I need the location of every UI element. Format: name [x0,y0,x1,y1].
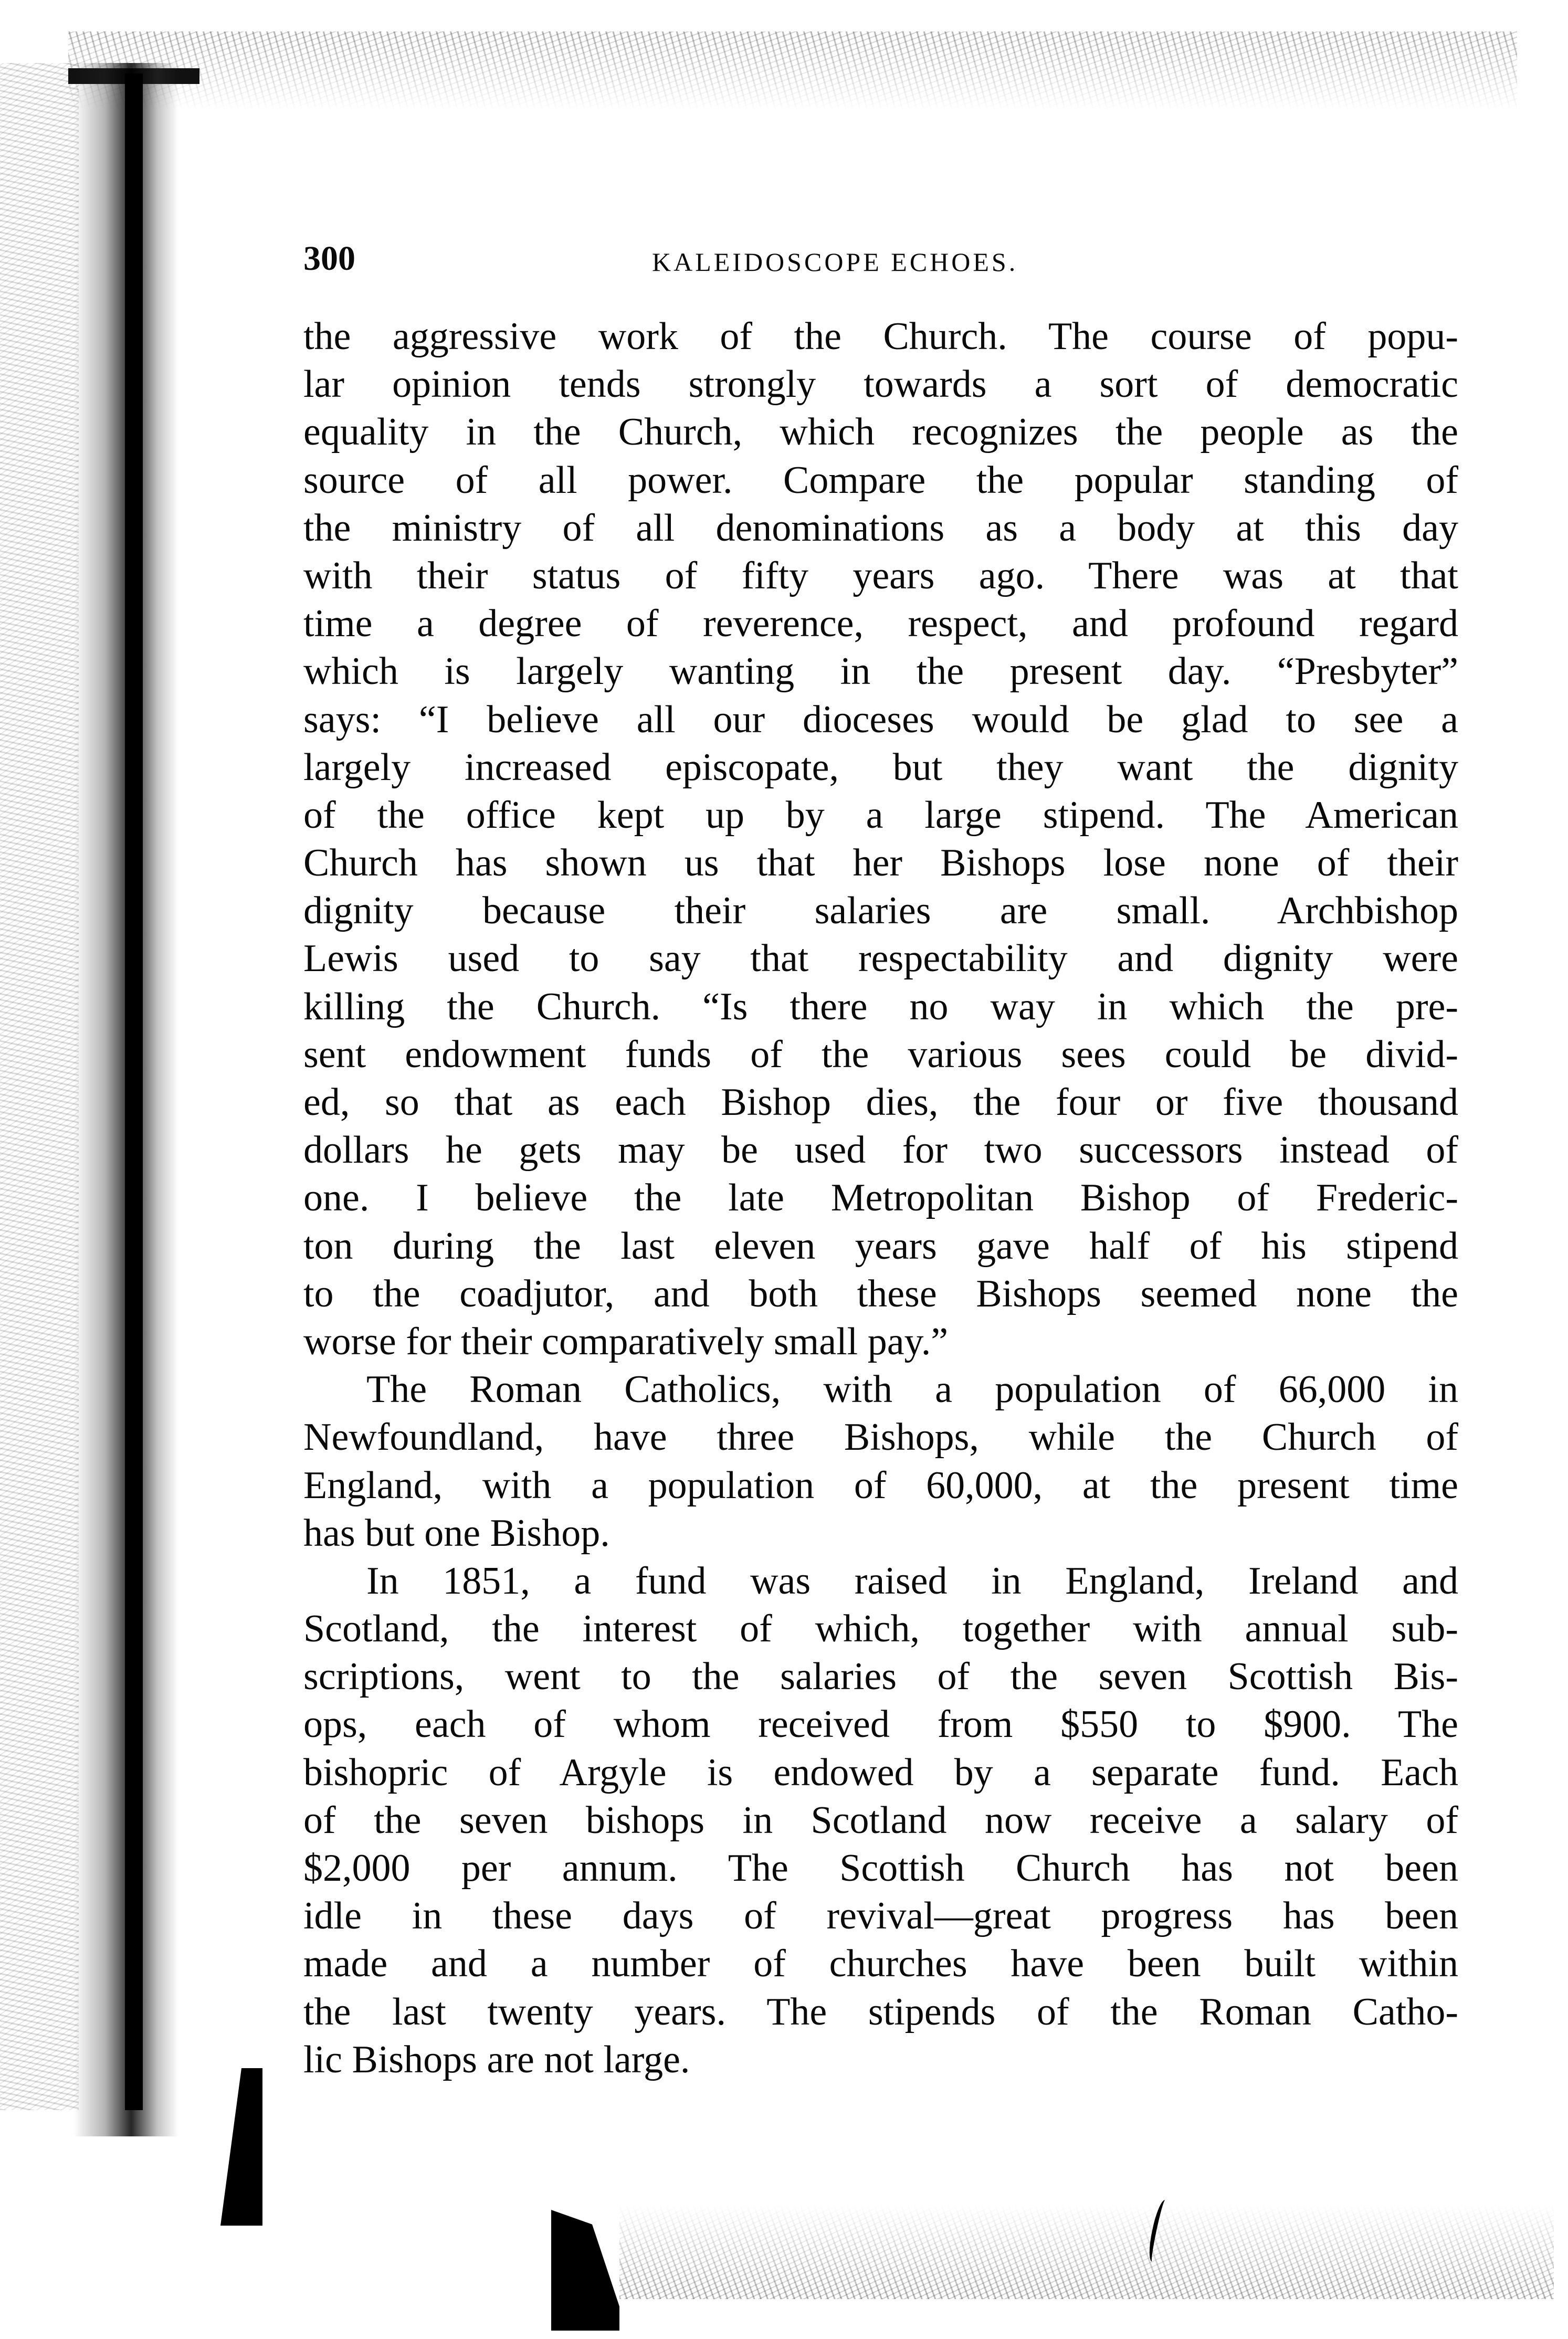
text-line: dollars he gets may be used for two successors instead of [303,1129,1458,1172]
text-line: the last twenty years. The stipends of the Roman Catho- [303,1990,1458,2034]
text-line: source of all power. Compare the popular standing of [303,458,1458,502]
text-line: bishopric of Argyle is endowed by a separate fund. Each [303,1751,1458,1794]
text-line: Newfoundland, have three Bishops, while the Church of [303,1416,1458,1459]
text-line: of the seven bishops in Scotland now receive a salary of [303,1798,1458,1842]
text-line: sent endowment funds of the various sees could be divid- [303,1032,1458,1076]
text-line: ton during the last eleven years gave half of his stipend [303,1224,1458,1268]
scan-noise-top [68,31,1517,110]
text-line: equality in the Church, which recognizes the people as the [303,410,1458,454]
page-number: 300 [303,239,355,278]
text-line: says: “I believe all our dioceses would be glad to see a [303,698,1458,741]
text-line: worse for their comparatively small pay.” [303,1320,949,1363]
text-line: Lewis used to say that respectability and dignity were [303,937,1458,981]
text-line: Church has shown us that her Bishops lose none of their [303,841,1458,885]
scan-mark-bottom-left [220,2068,262,2226]
text-line: scriptions, went to the salaries of the seven Scottish Bis- [303,1655,1458,1699]
text-line: ops, each of whom received from $550 to $900. The [303,1703,1458,1746]
text-line: which is largely wanting in the present day. “Presbyter” [303,650,1458,693]
text-line: of the office kept up by a large stipend. The American [303,793,1458,837]
body-text [303,313,1458,2084]
scan-noise-left [0,63,79,2110]
binding-edge [125,73,143,2110]
text-line: has but one Bishop. [303,1511,610,1555]
text-line: the aggressive work of the Church. The course of popu- [303,315,1458,358]
page-header [303,235,1458,282]
text-line: Scotland, the interest of which, together with annual sub- [303,1607,1458,1651]
text-line: The Roman Catholics, with a population of 66,000 in [366,1368,1458,1411]
text-line: idle in these days of revival—great progress has been [303,1894,1458,1938]
text-line: one. I believe the late Metropolitan Bishop of Frederic- [303,1176,1458,1220]
text-line: lic Bishops are not large. [303,2038,690,2081]
text-line: killing the Church. “Is there no way in which the pre- [303,985,1458,1028]
text-line: dignity because their salaries are small. Archbishop [303,889,1458,933]
text-line: ed, so that as each Bishop dies, the four or five thousand [303,1081,1458,1124]
text-line: England, with a population of 60,000, at the present time [303,1463,1458,1507]
text-line: to the coadjutor, and both these Bishops seemed none the [303,1272,1458,1315]
text-line: with their status of fifty years ago. There was at that [303,554,1458,597]
text-line: $2,000 per annum. The Scottish Church has not been [303,1847,1458,1890]
scan-mark-bottom [551,2210,619,2331]
text-line: time a degree of reverence, respect, and profound regard [303,602,1458,646]
text-line: made and a number of churches have been built within [303,1942,1458,1986]
text-line: the ministry of all denominations as a body at this day [303,506,1458,550]
text-line: lar opinion tends strongly towards a sort of democratic [303,363,1458,406]
text-line: largely increased episcopate, but they want the dignity [303,745,1458,789]
text-line: In 1851, a fund was raised in England, Ireland and [366,1559,1458,1603]
running-head: KALEIDOSCOPE ECHOES. [652,247,1018,277]
scan-noise-bottom [619,2205,1554,2299]
